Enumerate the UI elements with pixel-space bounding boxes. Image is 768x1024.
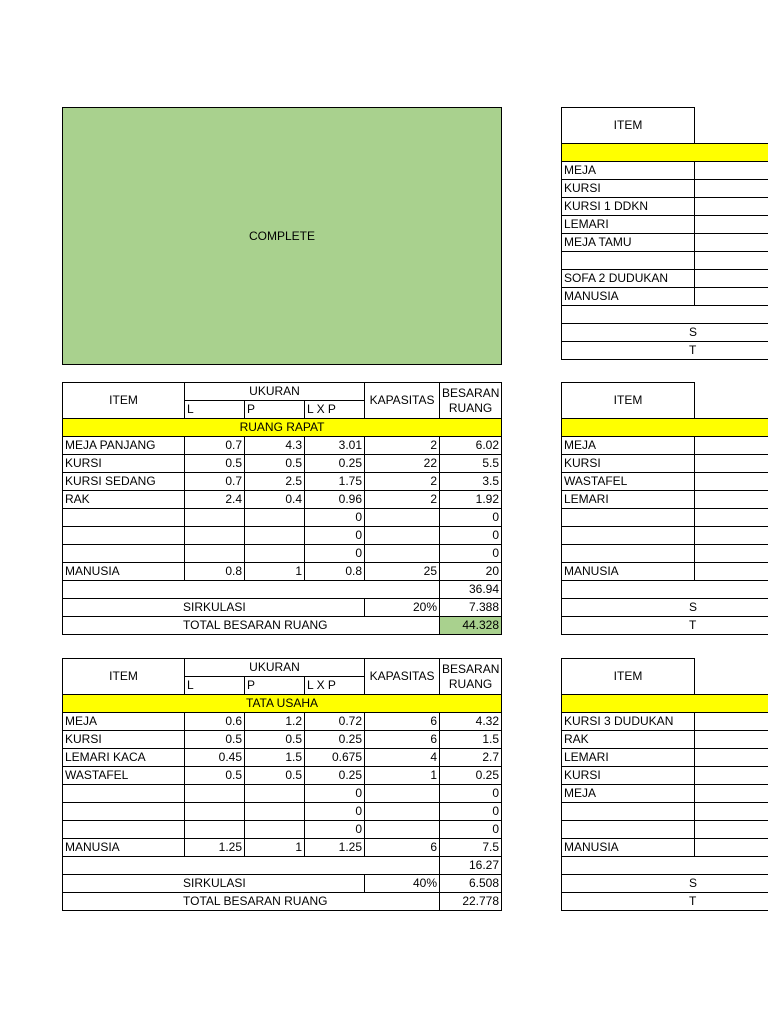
cell-item: LEMARI — [562, 749, 695, 767]
cell-item: KURSI — [63, 731, 185, 749]
rapat-besaran-header: BESARAN RUANG — [440, 383, 502, 419]
table-row — [562, 749, 768, 767]
right-table-2 — [561, 382, 768, 635]
cell-item: MANUSIA — [63, 839, 185, 857]
cell-lxp: 0.96 — [305, 491, 365, 509]
tu-total-val: 22.778 — [440, 893, 502, 911]
table-row — [63, 545, 502, 563]
cell-lxp: 0.25 — [305, 767, 365, 785]
cell-bes: 0 — [440, 821, 502, 839]
cell-lxp: 0.72 — [305, 713, 365, 731]
table-row — [562, 713, 768, 731]
cell-bes: 5.5 — [440, 455, 502, 473]
table-row — [562, 288, 768, 306]
cell-lxp: 0 — [305, 509, 365, 527]
tu-kapasitas-header: KAPASITAS — [365, 659, 440, 695]
cell-p: 2.5 — [245, 473, 305, 491]
table-row — [63, 491, 502, 509]
cell-p — [245, 803, 305, 821]
cell-kap: 2 — [365, 473, 440, 491]
rapat-l-header: L — [185, 401, 245, 419]
cell-bes: 1.5 — [440, 731, 502, 749]
table-row — [562, 455, 768, 473]
cell-item: LEMARI — [562, 216, 695, 234]
table-row — [63, 839, 502, 857]
cell-item — [562, 527, 695, 545]
cell-item — [562, 545, 695, 563]
cell-item: MANUSIA — [562, 288, 695, 306]
complete-label: COMPLETE — [248, 229, 315, 243]
cell-item — [63, 509, 185, 527]
cell-p: 0.5 — [245, 731, 305, 749]
cell-l: 0.7 — [185, 473, 245, 491]
cell-kap: 25 — [365, 563, 440, 581]
rapat-sirkulasi-val: 7.388 — [440, 599, 502, 617]
cell-lxp: 0 — [305, 803, 365, 821]
table-row — [562, 509, 768, 527]
tu-sirkulasi-label: SIRKULASI — [63, 875, 365, 893]
table-row — [562, 216, 768, 234]
table-row — [562, 162, 768, 180]
table-row — [562, 437, 768, 455]
cell-item: KURSI 3 DUDUKAN — [562, 713, 695, 731]
cell-item — [63, 527, 185, 545]
cell-l: 0.5 — [185, 731, 245, 749]
cell-s-label: S — [562, 324, 768, 342]
cell-bes: 0.25 — [440, 767, 502, 785]
right-table-2-clip — [561, 382, 768, 642]
cell-kap: 6 — [365, 731, 440, 749]
right1-item-header: ITEM — [562, 108, 695, 144]
cell-p — [245, 821, 305, 839]
cell-kap: 2 — [365, 491, 440, 509]
cell-item: MANUSIA — [63, 563, 185, 581]
cell-bes: 7.5 — [440, 839, 502, 857]
cell-item: WASTAFEL — [63, 767, 185, 785]
cell-bes: 0 — [440, 527, 502, 545]
tu-l-header: L — [185, 677, 245, 695]
cell-item: MEJA — [562, 785, 695, 803]
table-row — [63, 821, 502, 839]
rapat-kapasitas-header: KAPASITAS — [365, 383, 440, 419]
rapat-sirkulasi-pct: 20% — [365, 599, 440, 617]
right-table-3 — [561, 658, 768, 911]
rapat-item-header: ITEM — [63, 383, 185, 419]
cell-bes: 0 — [440, 785, 502, 803]
cell-item: MEJA — [63, 713, 185, 731]
cell-bes: 1.92 — [440, 491, 502, 509]
cell-kap — [365, 785, 440, 803]
rapat-ukuran-header: UKURAN — [185, 383, 365, 401]
tu-besaran-header: BESARAN RUANG — [440, 659, 502, 695]
table-row — [562, 252, 768, 270]
tu-sirkulasi-pct: 40% — [365, 875, 440, 893]
cell-kap: 6 — [365, 713, 440, 731]
rapat-title: RUANG RAPAT — [63, 419, 502, 437]
cell-l — [185, 527, 245, 545]
cell-kap: 4 — [365, 749, 440, 767]
tu-lxp-header: L X P — [305, 677, 365, 695]
cell-p — [245, 785, 305, 803]
cell-p: 1 — [245, 563, 305, 581]
table-row — [63, 437, 502, 455]
cell-bes: 20 — [440, 563, 502, 581]
cell-p — [245, 509, 305, 527]
cell-item: RAK — [63, 491, 185, 509]
cell-item — [562, 821, 695, 839]
table-row — [562, 198, 768, 216]
cell-item — [562, 252, 695, 270]
cell-lxp: 0.675 — [305, 749, 365, 767]
cell-l — [185, 821, 245, 839]
cell-bes: 6.02 — [440, 437, 502, 455]
cell-item — [63, 803, 185, 821]
cell-s-label: S — [562, 599, 768, 617]
cell-t-label: T — [562, 893, 768, 911]
cell-p: 1.5 — [245, 749, 305, 767]
cell-lxp: 3.01 — [305, 437, 365, 455]
table-row — [562, 731, 768, 749]
cell-lxp: 0.25 — [305, 731, 365, 749]
tu-ukuran-header: UKURAN — [185, 659, 365, 677]
cell-l: 0.6 — [185, 713, 245, 731]
cell-p: 1 — [245, 839, 305, 857]
cell-l: 0.45 — [185, 749, 245, 767]
cell-item: KURSI — [562, 180, 695, 198]
cell-p: 0.5 — [245, 767, 305, 785]
table-row — [562, 821, 768, 839]
cell-kap — [365, 509, 440, 527]
cell-p: 0.4 — [245, 491, 305, 509]
table-row — [562, 473, 768, 491]
cell-l — [185, 785, 245, 803]
cell-kap: 22 — [365, 455, 440, 473]
cell-l — [185, 545, 245, 563]
cell-item — [562, 803, 695, 821]
cell-item: LEMARI — [562, 491, 695, 509]
right3-title-row — [562, 695, 768, 713]
tu-total-label: TOTAL BESARAN RUANG — [63, 893, 440, 911]
cell-item: MEJA — [562, 162, 695, 180]
table-row — [63, 767, 502, 785]
table-row — [63, 455, 502, 473]
table-row — [562, 767, 768, 785]
cell-kap: 2 — [365, 437, 440, 455]
rapat-total-label: TOTAL BESARAN RUANG — [63, 617, 440, 635]
rapat-lxp-header: L X P — [305, 401, 365, 419]
cell-l: 0.5 — [185, 455, 245, 473]
right-table-3-clip — [561, 658, 768, 918]
cell-l: 1.25 — [185, 839, 245, 857]
cell-item: MEJA TAMU — [562, 234, 695, 252]
table-row — [562, 563, 768, 581]
cell-l — [185, 803, 245, 821]
cell-p — [245, 545, 305, 563]
table-row — [562, 234, 768, 252]
tata-usaha-table — [62, 658, 502, 911]
cell-item: MEJA PANJANG — [63, 437, 185, 455]
cell-bes: 4.32 — [440, 713, 502, 731]
cell-p: 0.5 — [245, 455, 305, 473]
cell-item: KURSI — [562, 455, 695, 473]
cell-item: MEJA — [562, 437, 695, 455]
cell-l: 2.4 — [185, 491, 245, 509]
cell-kap — [365, 527, 440, 545]
cell-item: KURSI SEDANG — [63, 473, 185, 491]
cell-item: KURSI — [63, 455, 185, 473]
cell-t-label: T — [562, 342, 768, 360]
cell-item: SOFA 2 DUDUKAN — [562, 270, 695, 288]
table-row — [63, 785, 502, 803]
cell-lxp: 1.25 — [305, 839, 365, 857]
cell-bes: 3.5 — [440, 473, 502, 491]
cell-kap — [365, 821, 440, 839]
cell-bes: 0 — [440, 803, 502, 821]
right2-title-row — [562, 419, 768, 437]
tu-subtotal: 16.27 — [440, 857, 502, 875]
table-row — [562, 270, 768, 288]
cell-l: 0.8 — [185, 563, 245, 581]
ruang-rapat-table — [62, 382, 502, 635]
table-row — [63, 509, 502, 527]
cell-kap — [365, 545, 440, 563]
table-row — [562, 785, 768, 803]
table-row — [63, 527, 502, 545]
cell-bes: 0 — [440, 509, 502, 527]
table-row — [63, 731, 502, 749]
cell-lxp: 0.8 — [305, 563, 365, 581]
cell-bes: 0 — [440, 545, 502, 563]
right2-item-header: ITEM — [562, 383, 695, 419]
cell-lxp: 0 — [305, 821, 365, 839]
table-row — [562, 491, 768, 509]
cell-kap — [365, 803, 440, 821]
right-table-1 — [561, 107, 768, 360]
table-row — [562, 545, 768, 563]
table-row — [63, 563, 502, 581]
cell-item — [562, 509, 695, 527]
table-row — [63, 713, 502, 731]
cell-p — [245, 527, 305, 545]
table-row — [562, 839, 768, 857]
cell-t-label: T — [562, 617, 768, 635]
tu-title: TATA USAHA — [63, 695, 502, 713]
cell-lxp: 0 — [305, 527, 365, 545]
cell-lxp: 0.25 — [305, 455, 365, 473]
tu-item-header: ITEM — [63, 659, 185, 695]
cell-lxp: 1.75 — [305, 473, 365, 491]
cell-s-label: S — [562, 875, 768, 893]
table-row — [63, 749, 502, 767]
cell-item: MANUSIA — [562, 563, 695, 581]
cell-item: MANUSIA — [562, 839, 695, 857]
cell-item: KURSI — [562, 767, 695, 785]
cell-bes: 2.7 — [440, 749, 502, 767]
cell-kap: 1 — [365, 767, 440, 785]
rapat-subtotal: 36.94 — [440, 581, 502, 599]
cell-l: 0.7 — [185, 437, 245, 455]
cell-item — [63, 821, 185, 839]
cell-item: RAK — [562, 731, 695, 749]
cell-l: 0.5 — [185, 767, 245, 785]
right-table-1-clip — [561, 107, 768, 367]
tu-sirkulasi-val: 6.508 — [440, 875, 502, 893]
cell-lxp: 0 — [305, 545, 365, 563]
right1-title-row — [562, 144, 768, 162]
cell-p: 4.3 — [245, 437, 305, 455]
cell-item — [63, 785, 185, 803]
cell-lxp: 0 — [305, 785, 365, 803]
rapat-p-header: P — [245, 401, 305, 419]
complete-box — [62, 107, 502, 365]
table-row — [63, 803, 502, 821]
cell-kap: 6 — [365, 839, 440, 857]
cell-item: KURSI 1 DDKN — [562, 198, 695, 216]
cell-p: 1.2 — [245, 713, 305, 731]
cell-item — [63, 545, 185, 563]
table-row — [562, 180, 768, 198]
cell-item: WASTAFEL — [562, 473, 695, 491]
table-row — [562, 803, 768, 821]
table-row — [63, 473, 502, 491]
rapat-sirkulasi-label: SIRKULASI — [63, 599, 365, 617]
right3-item-header: ITEM — [562, 659, 695, 695]
tu-p-header: P — [245, 677, 305, 695]
cell-item: LEMARI KACA — [63, 749, 185, 767]
cell-l — [185, 509, 245, 527]
rapat-total-val: 44.328 — [440, 617, 502, 635]
table-row — [562, 527, 768, 545]
